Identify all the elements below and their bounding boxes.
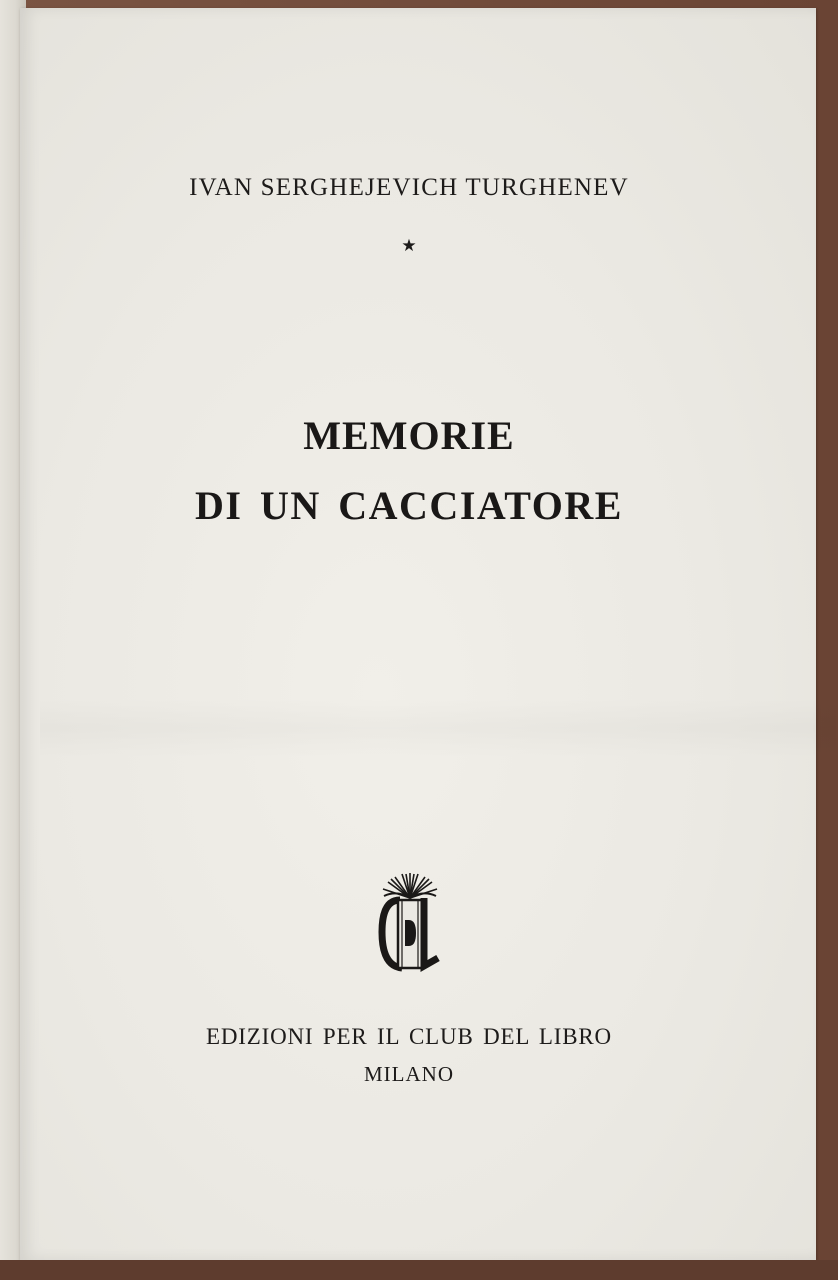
letter-d-shape: [405, 920, 416, 946]
cover-edge: [0, 1260, 838, 1280]
book-title-line-1: MEMORIE: [303, 413, 515, 458]
star-ornament: ★: [401, 236, 417, 256]
cdl-logo-icon: [378, 870, 442, 974]
title-page: [20, 8, 816, 1260]
publisher-name: EDIZIONI PER IL CLUB DEL LIBRO: [206, 1024, 612, 1049]
author-name: IVAN SERGHEJEVICH TURGHENEV: [189, 174, 629, 201]
publisher-city: MILANO: [364, 1062, 454, 1086]
page-shading: [40, 698, 836, 758]
book-title-line-2: DI UN CACCIATORE: [195, 483, 623, 528]
letter-l-shape: [424, 898, 438, 966]
